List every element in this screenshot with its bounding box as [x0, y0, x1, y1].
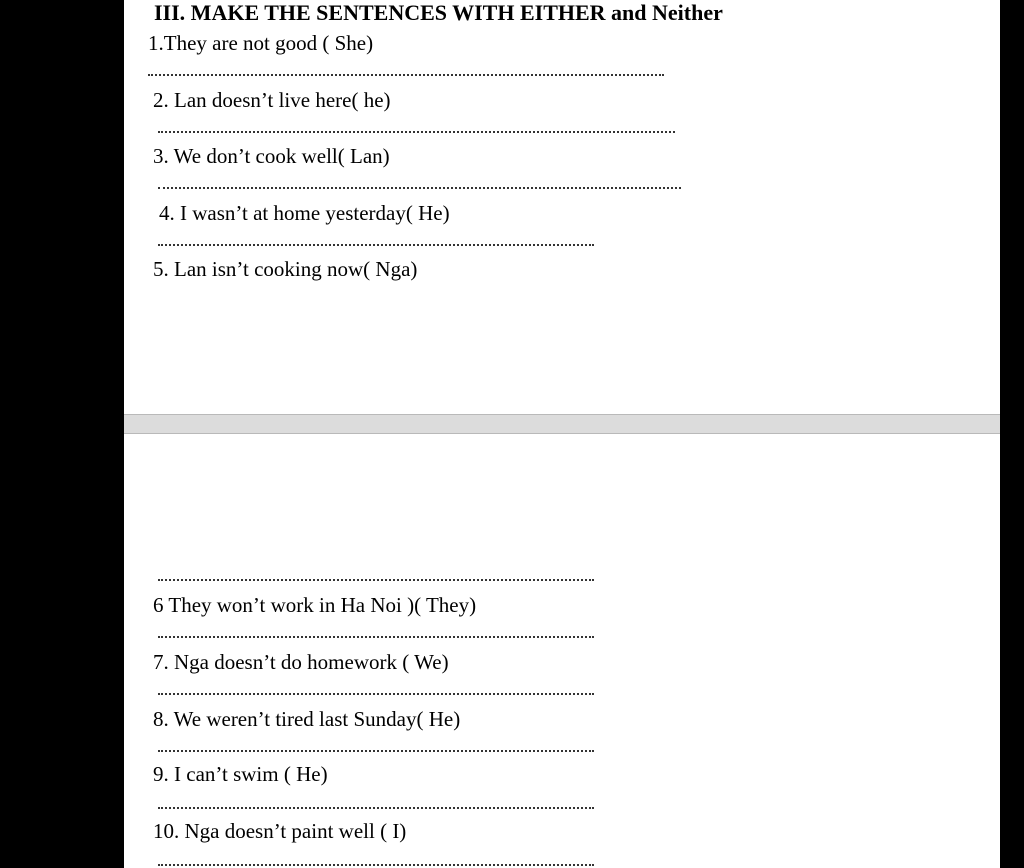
question-5: 5. Lan isn’t cooking now( Nga) — [153, 257, 418, 281]
answer-line-4 — [158, 244, 594, 246]
answer-line-6 — [158, 636, 594, 638]
question-2: 2. Lan doesn’t live here( he) — [153, 88, 391, 112]
answer-line-3 — [158, 187, 681, 189]
question-6: 6 They won’t work in Ha Noi )( They) — [153, 593, 477, 617]
question-8: 8. We weren’t tired last Sunday( He) — [153, 707, 461, 731]
document-page-1 — [124, 0, 1000, 414]
question-4: 4. I wasn’t at home yesterday( He) — [159, 201, 450, 225]
answer-line-5 — [158, 579, 594, 581]
question-10: 10. Nga doesn’t paint well ( I) — [153, 819, 407, 843]
answer-line-8 — [158, 750, 594, 752]
document-page-2 — [124, 434, 1000, 868]
page-break — [124, 414, 1000, 434]
answer-line-10 — [158, 864, 594, 866]
question-7: 7. Nga doesn’t do homework ( We) — [153, 650, 449, 674]
answer-line-7 — [158, 693, 594, 695]
question-9: 9. I can’t swim ( He) — [153, 762, 328, 786]
question-1: 1.They are not good ( She) — [148, 31, 374, 55]
answer-line-1 — [148, 74, 664, 76]
question-3: 3. We don’t cook well( Lan) — [153, 144, 390, 168]
exercise-heading: III. MAKE THE SENTENCES WITH EITHER and Neither — [154, 0, 723, 25]
answer-line-2 — [158, 131, 675, 133]
answer-line-9 — [158, 807, 594, 809]
